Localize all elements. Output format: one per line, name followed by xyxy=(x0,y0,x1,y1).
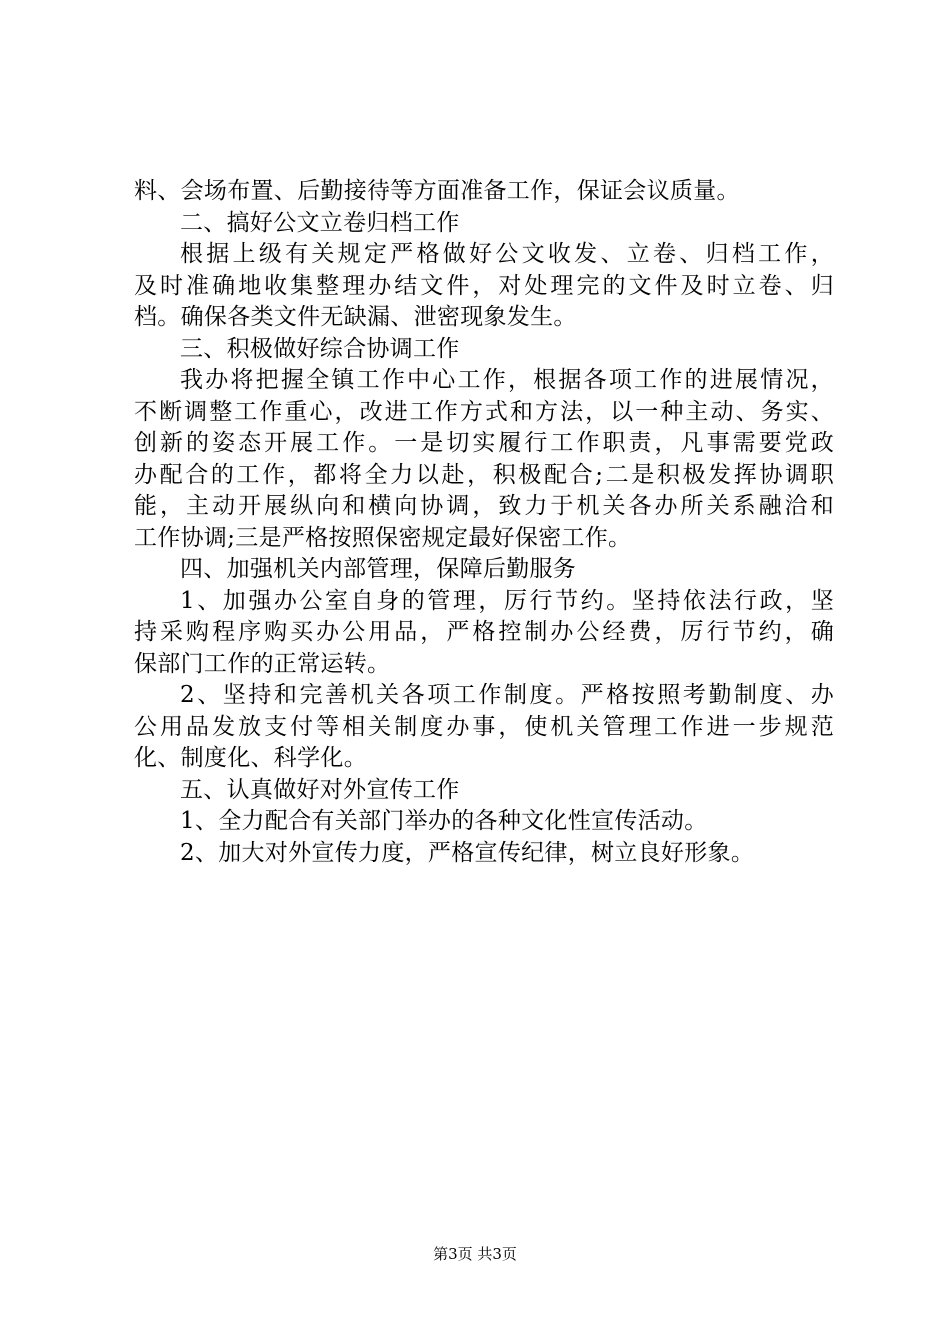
body-line: 能，主动开展纵向和横向协调，致力于机关各办所关系融洽和 xyxy=(134,493,834,519)
body-line: 持采购程序购买办公用品，严格控制办公经费，厉行节约，确 xyxy=(134,619,834,645)
list-item: 1、全力配合有关部门举办的各种文化性宣传活动。 xyxy=(180,808,708,834)
body-line: 1、加强办公室自身的管理，厉行节约。坚持依法行政，坚 xyxy=(180,587,834,614)
section-heading: 二、搞好公文立卷归档工作 xyxy=(180,209,460,236)
section-heading: 五、认真做好对外宣传工作 xyxy=(180,776,460,803)
body-line: 根据上级有关规定严格做好公文收发、立卷、归档工作， xyxy=(180,241,834,267)
page-number-footer: 第3页 共3页 xyxy=(433,1245,517,1263)
section-heading: 三、积极做好综合协调工作 xyxy=(180,335,460,362)
document-body xyxy=(134,176,834,869)
section-heading: 四、加强机关内部管理，保障后勤服务 xyxy=(180,556,577,582)
body-line: 保部门工作的正常运转。 xyxy=(134,650,391,677)
body-line: 我办将把握全镇工作中心工作，根据各项工作的进展情况， xyxy=(180,367,834,393)
body-line: 不断调整工作重心，改进工作方式和方法，以一种主动、务实、 xyxy=(134,398,834,425)
body-line: 及时准确地收集整理办结文件，对处理完的文件及时立卷、归 xyxy=(134,272,834,299)
body-line: 料、会场布置、后勤接待等方面准备工作，保证会议质量。 xyxy=(134,178,740,204)
list-item: 2、加大对外宣传力度，严格宣传纪律，树立良好形象。 xyxy=(180,839,755,866)
body-line: 办配合的工作，都将全力以赴，积极配合;二是积极发挥协调职 xyxy=(134,461,834,488)
body-line: 创新的姿态开展工作。一是切实履行工作职责，凡事需要党政 xyxy=(134,430,834,456)
body-line: 化、制度化、科学化。 xyxy=(134,745,367,771)
body-line: 工作协调;三是严格按照保密规定最好保密工作。 xyxy=(134,524,632,551)
body-line: 档。确保各类文件无缺漏、泄密现象发生。 xyxy=(134,304,577,330)
body-line: 2、坚持和完善机关各项工作制度。严格按照考勤制度、办 xyxy=(180,682,834,708)
body-line: 公用品发放支付等相关制度办事，使机关管理工作进一步规范 xyxy=(134,713,834,740)
